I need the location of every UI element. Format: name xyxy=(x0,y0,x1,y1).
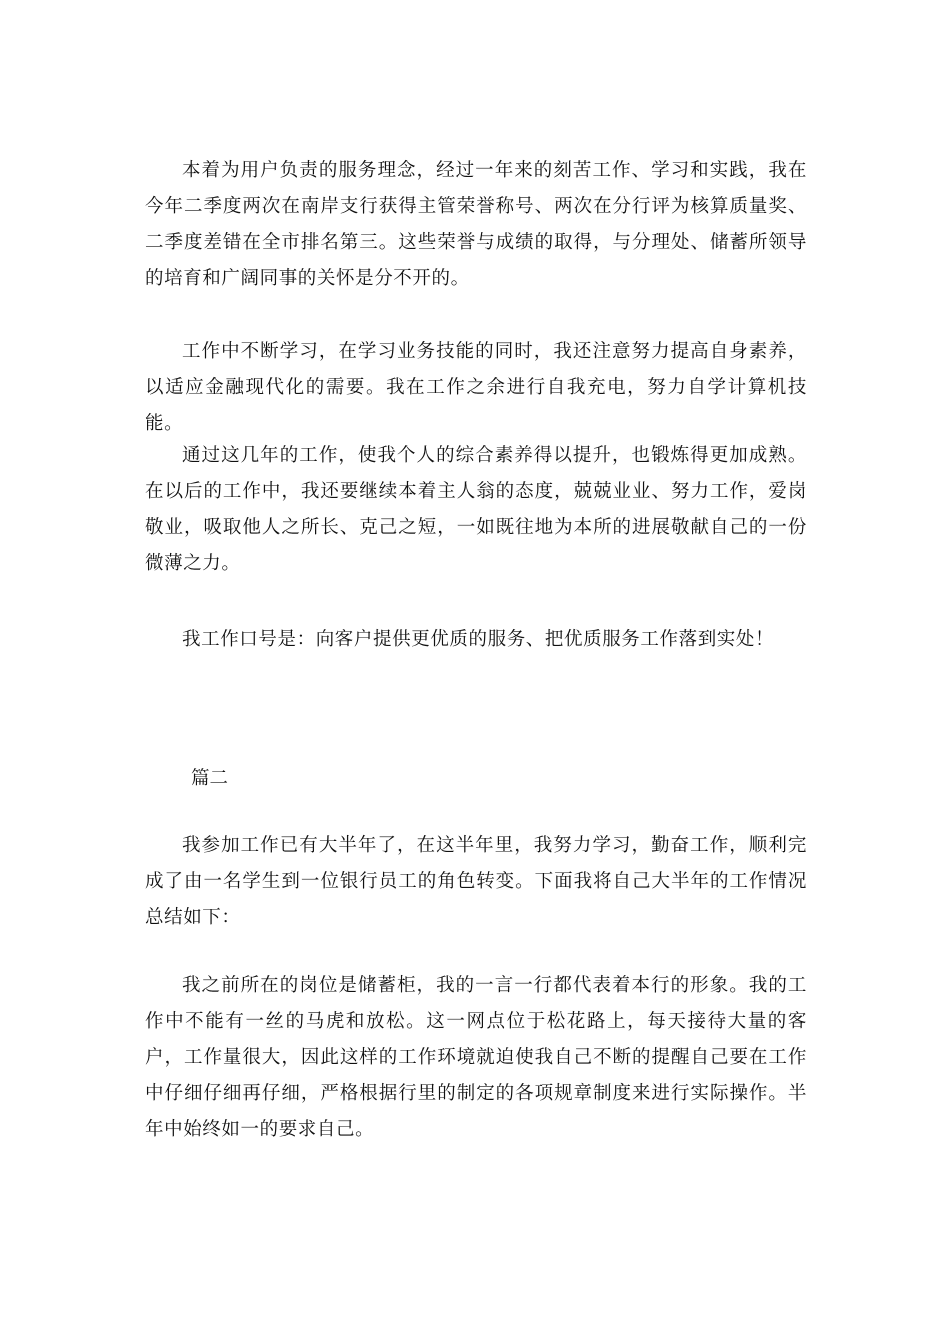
section-heading: 篇二 xyxy=(191,768,229,789)
paragraph-work-slogan: 我工作口号是：向客户提供更优质的服务、把优质服务工作落到实处！ xyxy=(182,629,775,650)
paragraph-continuous-learning: 工作中不断学习，在学习业务技能的同时，我还注意努力提高自身素养，以适应金融现代化的需要。我在工作之余进行自我充电，努力自学计算机技能。 xyxy=(145,341,807,434)
paragraph-service-philosophy: 本着为用户负责的服务理念，经过一年来的刻苦工作、学习和实践，我在今年二季度两次在南岸支行获得主管荣誉称号、两次在分行评为核算质量奖、二季度差错在全市排名第三。这些荣誉与成绩的取得，与分理处、储蓄所领导的培育和广阔同事的关怀是分不开的。 xyxy=(145,160,807,289)
paragraph-half-year-intro: 我参加工作已有大半年了，在这半年里，我努力学习，勤奋工作，顺利完成了由一名学生到一位银行员工的角色转变。下面我将自己大半年的工作情况总结如下： xyxy=(145,835,807,928)
paragraph-growth: 通过这几年的工作，使我个人的综合素养得以提升，也锻炼得更加成熟。在以后的工作中，我还要继续本着主人翁的态度，兢兢业业、努力工作，爱岗敬业，吸取他人之所长、克己之短，一如既往地为本所的进展敬献自己的一份微薄之力。 xyxy=(145,445,807,574)
paragraph-savings-counter: 我之前所在的岗位是储蓄柜，我的一言一行都代表着本行的形象。我的工作中不能有一丝的马虎和放松。这一网点位于松花路上，每天接待大量的客户，工作量很大，因此这样的工作环境就迫使我自己不断的提醒自己要在工作中仔细仔细再仔细，严格根据行里的制定的各项规章制度来进行实际操作。半年中始终如一的要求自己。 xyxy=(145,975,807,1140)
